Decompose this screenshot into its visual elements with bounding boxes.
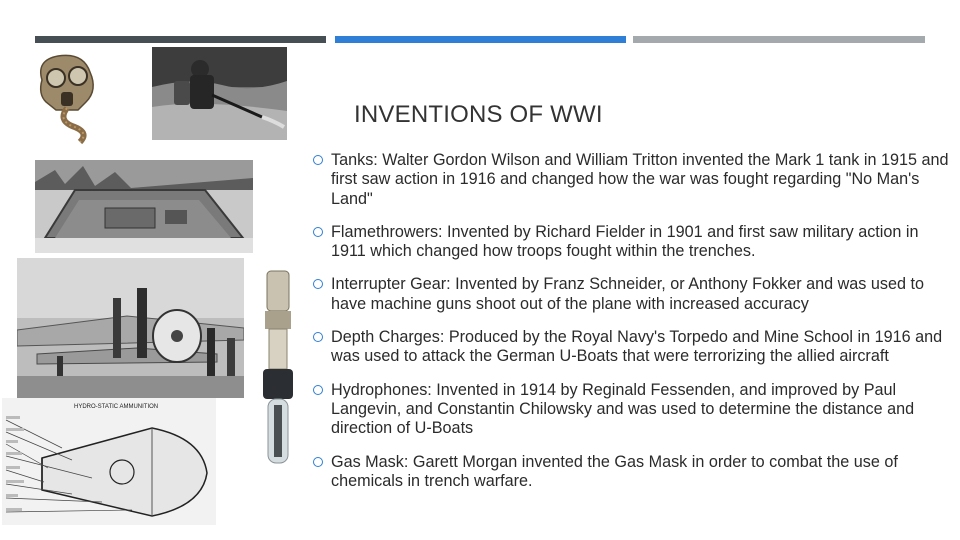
depth-charge-caption: HYDRO-STATIC AMMUNITION (74, 404, 159, 410)
bullet-item-depth-charges (313, 328, 949, 367)
hydrophone-image (257, 267, 299, 470)
bullet-marker-icon (313, 155, 323, 165)
gas-mask-image (28, 50, 106, 146)
bullet-item-flamethrowers (313, 223, 949, 262)
bullet-text: Hydrophones: Invented in 1914 by Reginald Fessenden, and improved by Paul Langevin, and Constantin Chilowsky and was used to determine the distance and direction of U-Boats (331, 380, 915, 438)
bullet-text: Flamethrowers: Invented by Richard Fielder in 1901 and first saw military action in 1911 which changed how troops fought within the trenches. (331, 222, 919, 261)
decor-bar-accent (335, 36, 626, 43)
bullet-marker-icon (313, 385, 323, 395)
decor-bar-light (633, 36, 925, 43)
bullet-marker-icon (313, 332, 323, 342)
tank-image (35, 160, 253, 253)
bullet-list (313, 151, 949, 505)
bullet-marker-icon (313, 279, 323, 289)
bullet-item-tanks (313, 151, 949, 209)
bullet-item-interrupter-gear (313, 275, 949, 314)
flamethrower-image (152, 47, 287, 140)
decor-bar-dark (35, 36, 326, 43)
bullet-item-gas-mask (313, 453, 949, 492)
bullet-text: Depth Charges: Produced by the Royal Navy's Torpedo and Mine School in 1916 and was used to attack the German U-Boats that were terrorizing the allied aircraft (331, 328, 943, 366)
bullet-text: Tanks: Walter Gordon Wilson and William Tritton invented the Mark 1 tank in 1915 and first saw action in 1916 and changed how the war was fought regarding "No Man's Land" (331, 151, 949, 208)
bullet-item-hydrophones (313, 381, 949, 439)
depth-charge-image (2, 398, 216, 525)
bullet-text: Gas Mask: Garett Morgan invented the Gas Mask in order to combat the use of chemicals in trench warfare. (331, 452, 898, 490)
bullet-marker-icon (313, 227, 323, 237)
bullet-marker-icon (313, 457, 323, 467)
bullet-text: Interrupter Gear: Invented by Franz Schneider, or Anthony Fokker and was used to have machine guns shoot out of the plane with increased accuracy (331, 275, 924, 313)
slide-title: INVENTIONS OF WWI (354, 101, 603, 128)
aircraft-image (17, 258, 244, 398)
